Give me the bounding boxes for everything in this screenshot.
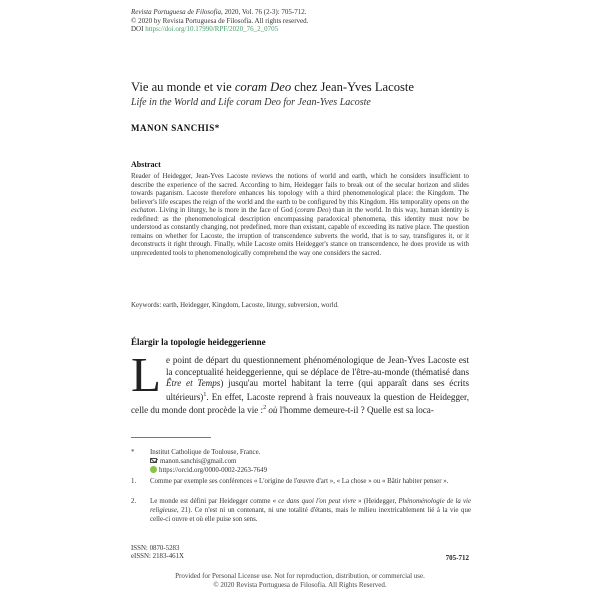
doi-link[interactable]: https://doi.org/10.17990/RPF/2020_76_2_0705 [145,25,279,34]
section-heading: Élargir la topologie heideggerienne [131,337,266,347]
orcid-link[interactable]: https://orcid.org/0000-0002-2263-7649 [159,467,268,474]
abstract-italic: eschaton [131,207,156,215]
license-line: Provided for Personal License use. Not for reproduction, distribution, or commercial use. [175,572,425,580]
footnote-part: » (Heidegger, [356,498,399,505]
footnote-mark: 2. [131,498,137,505]
author-name: MANON SANCHIS* [131,123,220,133]
keywords: Keywords: earth, Heidegger, Kingdom, Lacoste, liturgy, subversion, world. [131,302,339,309]
issn-block [131,545,184,562]
license-line: © 2020 Revista Portuguesa de Filosofia. All Rights Reserved. [213,581,387,589]
footnote-italic: ce dans quoi l'on peut vivre [278,498,356,505]
page-range: 705-712 [445,554,469,562]
journal-name: Revista Portuguesa de Filosofia [131,8,222,16]
body-part: e point de départ du questionnement phénoménologique de Jean-Yves Lacoste est la conceptualité heideggerienne, qui se déplace de l'être-au-monde (thématisé dans [165,355,469,377]
abstract-heading: Abstract [131,160,161,169]
footnote-text: Comme par exemple ses conférences « L'origine de l'œuvre d'art », « La chose » ou « Bâtir habiter penser ». [150,478,449,485]
footnote-2 [131,497,471,524]
title-part: chez Jean-Yves Lacoste [291,80,414,94]
body-italic: où [266,405,278,416]
footnote-italic: Phénoménologie de la vie religieuse [150,498,471,514]
issn: ISSN: 0870-5283 [131,545,180,552]
affiliation: Institut Catholique de Toulouse, France. [150,449,261,456]
paper-subtitle: Life in the World and Life coram Deo for Jean-Yves Lacoste [131,97,371,108]
footnote-author [131,448,471,475]
footnote-1 [131,477,471,486]
citation: , 2020, Vol. 76 (2-3): 705-712. [221,8,307,16]
paper-title [131,80,414,95]
title-italic-part: coram Deo [234,80,292,94]
footnote-ref[interactable]: 1 [203,391,207,398]
footnote-part: Le monde est défini par Heidegger comme « [150,498,279,505]
drop-cap: L [131,347,161,402]
orcid-icon [150,466,157,473]
abstract-italic: coram Deo [297,207,329,215]
email-icon [150,458,157,463]
body-part: ) jusqu'au mortel habitant la terre (qui apparaît dans ses écrits ultérieurs) [165,378,469,402]
footnote-part: , 21). Ce n'est ni un contenant, ni une totalité d'étants, mais le milieu inextricablement lié à la vie que celle-ci ouvre et où elle puise son sens. [150,507,471,523]
copyright-line: © 2020 by Revista Portuguesa de Filosofia. All rights reserved. [131,16,309,25]
doi-label: DOI [131,25,146,34]
abstract-part: . Living in liturgy, he is more in the face of God ( [155,207,298,215]
journal-header [131,8,308,34]
body-italic: Être et Temps [165,378,221,388]
abstract-text [131,173,469,258]
eissn: eISSN: 2183-461X [131,553,185,561]
abstract-part: Reader of Heidegger, Jean-Yves Lacoste reviews the notions of world and earth, which he considers insufficient to describe the experience of the sacred. According to him, Heidegger fails to break out of the secular horizon and slides towards paganism. Lacoste therefore enhances his topology with a third phenomenological place: the Kingdom. The believer's life escapes the reign of the world and the earth to be configured by this Kingdom. His temporality opens on the [131,173,469,206]
body-part: l'homme demeure-t-il ? Quelle est sa loca- [277,405,434,416]
footnote-text [150,497,471,524]
title-part: Vie au monde et vie [131,80,235,94]
footnote-mark: * [131,449,135,456]
license-notice [0,572,600,590]
abstract-part: ) than in the world. In this way, human identity is redefined: as the phenomenological description encompassing paradoxical phenomena, this identity must now be understood as constantly changing, not predefined, more than existant, capable of exceeding its native place. The question remains on whether for Lacoste, the irruption of transcendence subverts the world, that is to say, transfigures it, or it deconstructs it right through. Finally, while Lacoste omits Heidegger's stance on transcendence, he does provide us with unprecedented tools to phenomenologically comprehend the way one considers the sacred. [131,207,469,257]
author-email[interactable]: manon.sanchis@gmail.com [160,458,237,465]
footnote-divider [131,437,211,438]
footnote-mark: 1. [131,478,137,485]
body-part: . En effet, Lacoste reprend à frais nouveaux la question de Heidegger, celle du monde dont procède la vie : [131,391,469,416]
footnote-ref[interactable]: 2 [263,405,267,412]
body-paragraph [131,347,469,417]
